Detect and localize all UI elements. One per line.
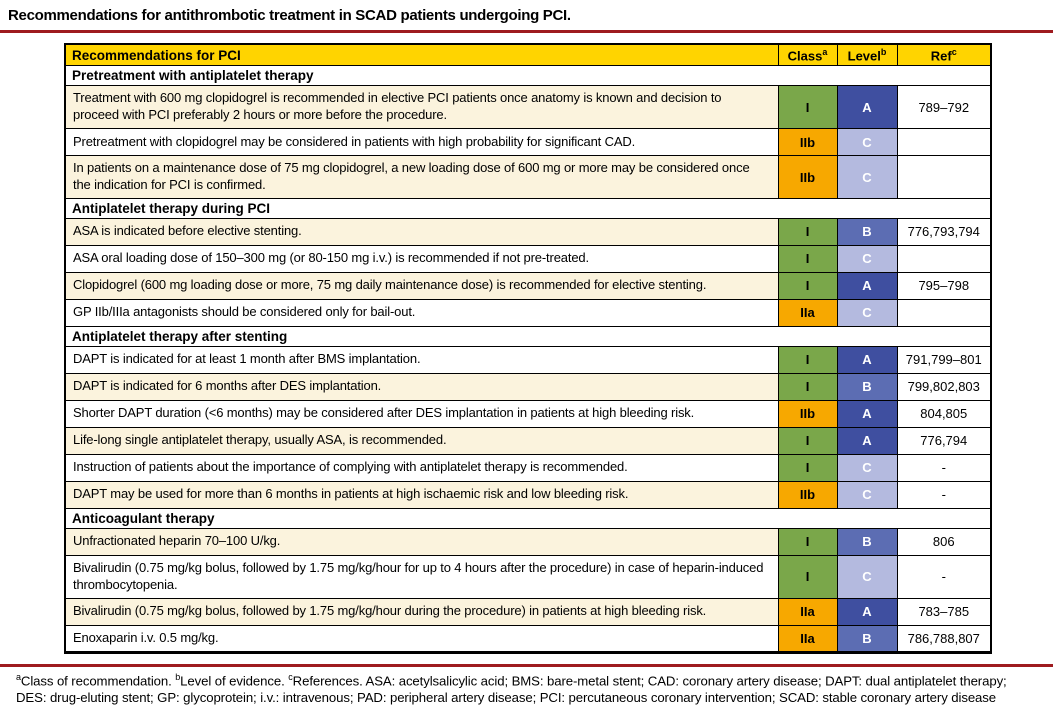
class-badge: I (778, 555, 837, 598)
level-badge: B (837, 218, 897, 245)
footnote-class-definition: Class of recommendation. (20, 673, 176, 689)
class-badge: I (778, 245, 837, 272)
class-badge: IIb (778, 156, 837, 199)
class-badge: IIa (778, 598, 837, 625)
section-header-row (65, 326, 991, 346)
level-badge: C (837, 156, 897, 199)
level-badge: C (837, 555, 897, 598)
recommendation-text: Treatment with 600 mg clopidogrel is recommended in elective PCI patients once anatomy is known and decision to proceed with PCI preferably 2 hours or more before the procedure. (65, 86, 778, 129)
level-column-header (837, 44, 897, 66)
ref-header-sup: c (951, 47, 957, 57)
level-badge: C (837, 481, 897, 508)
recommendations-table (64, 43, 992, 654)
level-badge: C (837, 454, 897, 481)
recommendation-text: DAPT may be used for more than 6 months in patients at high ischaemic risk and low bleeding risk. (65, 481, 778, 508)
ref-column-header (897, 44, 991, 66)
level-badge: C (837, 299, 897, 326)
level-header-sup: b (880, 47, 887, 57)
footnote-abbreviations: References. ASA: acetylsalicylic acid; BMS: bare-metal stent; CAD: coronary artery disease; DAPT: dual antiplatelet therapy; DES: drug-eluting stent; GP: glycoprotein; i.v.: intravenous; PAD: peripheral artery disease; PCI: percutaneous coronary intervention; SCAD: stable coronary artery disease (16, 673, 1007, 705)
class-badge: I (778, 218, 837, 245)
ref-cell: - (897, 555, 991, 598)
recommendation-text: Life-long single antiplatelet therapy, usually ASA, is recommended. (65, 427, 778, 454)
table-row (65, 625, 991, 652)
class-badge: I (778, 86, 837, 129)
footnote-sup-c: c (288, 671, 293, 682)
section-title: Antiplatelet therapy during PCI (65, 198, 991, 218)
recommendation-text: In patients on a maintenance dose of 75 mg clopidogrel, a new loading dose of 600 mg or more may be considered once the indication for PCI is confirmed. (65, 156, 778, 199)
level-badge: A (837, 272, 897, 299)
recommendation-text: ASA is indicated before elective stenting. (65, 218, 778, 245)
ref-cell: 786,788,807 (897, 625, 991, 652)
page-title: Recommendations for antithrombotic treatment in SCAD patients undergoing PCI. (8, 7, 571, 24)
level-badge: A (837, 598, 897, 625)
table-row (65, 156, 991, 199)
level-badge: A (837, 427, 897, 454)
table-row (65, 245, 991, 272)
ref-cell: - (897, 481, 991, 508)
table-row (65, 598, 991, 625)
section-title: Pretreatment with antiplatelet therapy (65, 66, 991, 86)
recommendation-text: Shorter DAPT duration (<6 months) may be considered after DES implantation in patients at high bleeding risk. (65, 400, 778, 427)
ref-cell (897, 156, 991, 199)
section-header-row (65, 198, 991, 218)
table-row (65, 373, 991, 400)
table-row (65, 555, 991, 598)
title-divider-rule (0, 30, 1053, 33)
level-badge: C (837, 129, 897, 156)
class-badge: I (778, 427, 837, 454)
section-title: Anticoagulant therapy (65, 508, 991, 528)
level-badge: C (837, 245, 897, 272)
table-row (65, 481, 991, 508)
ref-cell: 776,793,794 (897, 218, 991, 245)
section-header-row (65, 66, 991, 86)
footnote-sup-b: b (175, 671, 181, 682)
recommendation-text: Pretreatment with clopidogrel may be considered in patients with high probability for significant CAD. (65, 129, 778, 156)
footnote-sup-a: a (16, 671, 21, 682)
ref-cell: 791,799–801 (897, 346, 991, 373)
table-row (65, 218, 991, 245)
recommendation-text: Unfractionated heparin 70–100 U/kg. (65, 528, 778, 555)
level-badge: B (837, 528, 897, 555)
class-header-label: Class (787, 48, 823, 64)
ref-cell (897, 129, 991, 156)
class-badge: IIb (778, 481, 837, 508)
ref-cell: 783–785 (897, 598, 991, 625)
class-badge: IIa (778, 625, 837, 652)
table-row (65, 454, 991, 481)
class-badge: IIb (778, 400, 837, 427)
table-row (65, 528, 991, 555)
level-badge: B (837, 373, 897, 400)
ref-cell: 795–798 (897, 272, 991, 299)
class-badge: I (778, 528, 837, 555)
section-title: Antiplatelet therapy after stenting (65, 326, 991, 346)
recommendation-text: Clopidogrel (600 mg loading dose or more, 75 mg daily maintenance dose) is recommended for elective stenting. (65, 272, 778, 299)
level-badge: B (837, 625, 897, 652)
class-column-header (778, 44, 837, 66)
recommendation-text: ASA oral loading dose of 150–300 mg (or 80-150 mg i.v.) is recommended if not pre-treated. (65, 245, 778, 272)
level-badge: A (837, 346, 897, 373)
recommendation-text: GP IIb/IIIa antagonists should be considered only for bail-out. (65, 299, 778, 326)
ref-cell: - (897, 454, 991, 481)
recommendation-text: Bivalirudin (0.75 mg/kg bolus, followed by 1.75 mg/kg/hour for up to 4 hours after the procedure) in case of heparin-induced thrombocytopenia. (65, 555, 778, 598)
recommendation-text: DAPT is indicated for at least 1 month after BMS implantation. (65, 346, 778, 373)
ref-cell (897, 245, 991, 272)
recommendation-text: Enoxaparin i.v. 0.5 mg/kg. (65, 625, 778, 652)
footnote-level-definition: Level of evidence. (180, 673, 289, 689)
recommendation-text: Instruction of patients about the importance of complying with antiplatelet therapy is recommended. (65, 454, 778, 481)
level-badge: A (837, 86, 897, 129)
table-row (65, 272, 991, 299)
table-row (65, 427, 991, 454)
table-header-row (65, 44, 991, 66)
class-badge: IIa (778, 299, 837, 326)
table-row (65, 299, 991, 326)
level-badge: A (837, 400, 897, 427)
recommendation-text: Bivalirudin (0.75 mg/kg bolus, followed by 1.75 mg/kg/hour during the procedure) in patients at high bleeding risk. (65, 598, 778, 625)
class-badge: IIb (778, 129, 837, 156)
ref-cell: 789–792 (897, 86, 991, 129)
footnote (0, 667, 1053, 706)
ref-cell (897, 299, 991, 326)
ref-cell: 776,794 (897, 427, 991, 454)
ref-header-label: Ref (930, 48, 952, 64)
class-badge: I (778, 346, 837, 373)
table-title-cell: Recommendations for PCI (65, 44, 778, 66)
class-badge: I (778, 373, 837, 400)
class-badge: I (778, 272, 837, 299)
recommendation-text: DAPT is indicated for 6 months after DES implantation. (65, 373, 778, 400)
ref-cell: 799,802,803 (897, 373, 991, 400)
recommendations-table-wrap (64, 43, 990, 654)
ref-cell: 804,805 (897, 400, 991, 427)
class-header-sup: a (822, 47, 828, 57)
table-row (65, 346, 991, 373)
table-row (65, 86, 991, 129)
table-row (65, 129, 991, 156)
level-header-label: Level (847, 48, 881, 64)
class-badge: I (778, 454, 837, 481)
table-row (65, 400, 991, 427)
section-header-row (65, 508, 991, 528)
ref-cell: 806 (897, 528, 991, 555)
